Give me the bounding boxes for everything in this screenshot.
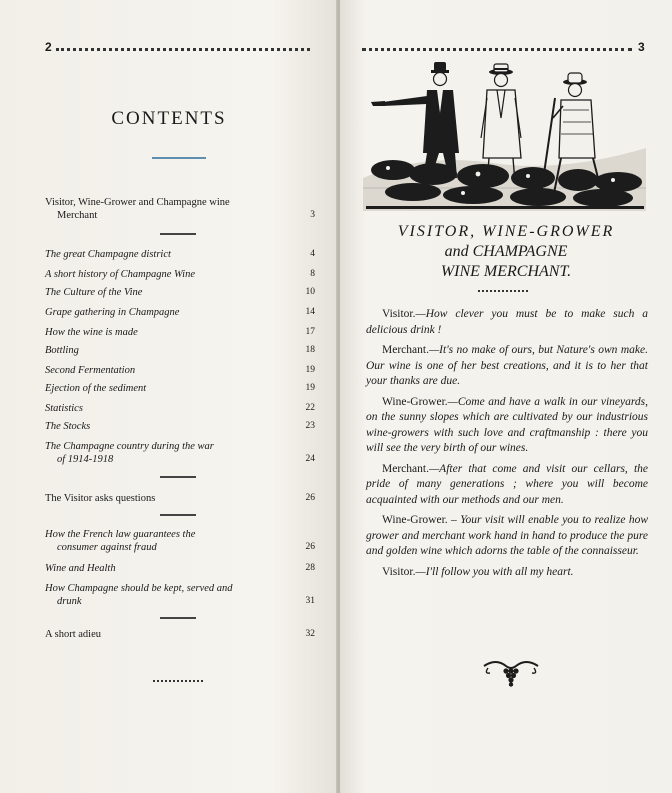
toc-entry (45, 326, 283, 339)
toc-entry-title: The Visitor asks questions (45, 493, 156, 504)
speech: —After that come and visit our cellars, the pride of many generations ; where you will become acquainted with our methods and our men. (366, 462, 648, 506)
toc-page-number: 3 (310, 210, 315, 220)
toc-entry (45, 492, 283, 505)
toc-entry-title-continued: consumer against fraud (57, 542, 157, 553)
toc-page-number: 19 (305, 365, 315, 375)
dialogue-paragraph (366, 395, 648, 457)
toc-entry (45, 528, 283, 554)
title-line-1: VISITOR, WINE-GROWER (397, 223, 615, 240)
toc-entry (45, 440, 283, 466)
speech: —I'll follow you with all my heart. (415, 565, 574, 578)
speaker: Wine-Grower. (382, 395, 448, 408)
toc-entry (45, 628, 283, 641)
contents-title: CONTENTS (111, 108, 227, 129)
toc-entry-title: The Stocks (45, 421, 91, 432)
right-page (340, 0, 672, 793)
right-page-number: 3 (638, 40, 645, 54)
toc-page-number: 22 (305, 403, 315, 413)
toc-entry-title-continued: Merchant (57, 210, 98, 221)
toc-page-number: 4 (310, 249, 315, 259)
dialogue-paragraph (366, 513, 648, 560)
toc-entry-title: Wine and Health (45, 563, 116, 574)
toc-entry (45, 382, 283, 395)
toc-entry-title-continued: of 1914-1918 (57, 454, 114, 465)
toc-entry (45, 268, 283, 281)
title-dotted-rule (478, 290, 528, 292)
toc-entry-title: How Champagne should be kept, served and (45, 583, 233, 594)
toc-entry-title: Ejection of the sediment (45, 383, 147, 394)
toc-page-number: 26 (305, 493, 315, 503)
speaker: Visitor. (382, 308, 416, 320)
toc-page-number: 32 (305, 629, 315, 639)
toc-entry-title: A short adieu (45, 629, 101, 640)
toc-page-number: 26 (305, 542, 315, 552)
speech: —Come and have a walk in our vineyards, on the sunny slopes which are cultivated by our industrious wine-growers with such love and craftmanship : there you will see the very birth of our wines. (366, 395, 648, 454)
toc-entry (45, 364, 283, 377)
toc-entry-title: Visitor, Wine-Grower and Champagne wine (45, 197, 230, 208)
toc-entry (45, 196, 283, 222)
toc-entry-title: The Champagne country during the war (45, 441, 214, 452)
toc-entry-title: How the French law guarantees the (45, 529, 196, 540)
toc-page-number: 19 (305, 383, 315, 393)
toc-page-number: 10 (305, 287, 315, 297)
speaker: Wine-Grower. (382, 514, 448, 526)
toc-entry (45, 402, 283, 415)
title-line-3: WINE MERCHANT. (440, 263, 572, 280)
toc-entry (45, 420, 283, 433)
toc-page-number: 18 (305, 345, 315, 355)
title-line-2: and CHAMPAGNE (444, 243, 568, 260)
toc-page-number: 23 (305, 421, 315, 431)
dialogue-paragraph (366, 565, 648, 581)
toc-entry (45, 306, 283, 319)
toc-entry-title: How the wine is made (45, 327, 138, 338)
dialogue-block (366, 307, 648, 585)
right-header-dotted-rule (362, 48, 632, 51)
toc-entry-title: Statistics (45, 403, 83, 414)
toc-page-number: 24 (305, 454, 315, 464)
right-page-title (340, 222, 672, 282)
left-header-dotted-rule (56, 48, 310, 51)
speech: —How clever you must be to make such a delicious drink ! (366, 308, 648, 336)
dialogue-paragraph (366, 343, 648, 390)
toc-entry (45, 344, 283, 357)
speaker: Merchant. (382, 462, 429, 475)
toc-page-number: 17 (305, 327, 315, 337)
toc-entry-title: Bottling (45, 345, 79, 356)
speech: —It's no make of ours, but Nature's own make. Our wine is one of her best creations, and it is to her that your thanks are due. (366, 344, 648, 387)
toc-page-number: 14 (305, 307, 315, 317)
toc-section-rule (160, 233, 196, 235)
toc-entry (45, 562, 283, 575)
dialogue-paragraph (366, 462, 648, 509)
toc-entry (45, 582, 283, 608)
illustration-baseline (366, 206, 644, 209)
toc-page-number: 28 (305, 563, 315, 573)
toc-page-number: 8 (310, 269, 315, 279)
toc-page-number: 31 (305, 596, 315, 606)
toc-section-rule (160, 476, 196, 478)
toc-entry (45, 248, 283, 261)
left-page-number: 2 (45, 40, 52, 54)
toc-section-rule (160, 617, 196, 619)
toc-entry (45, 286, 283, 299)
toc-section-rule (160, 514, 196, 516)
toc-entry-title-continued: drunk (57, 596, 82, 607)
toc-entry-title: Second Fermentation (45, 365, 136, 376)
speaker: Merchant. (382, 344, 429, 356)
speech: – Your visit will enable you to realize how grower and merchant work hand in hand to produce the pure and golden wine which adorns the table of the connaisseur. (366, 514, 648, 557)
speaker: Visitor. (382, 565, 416, 578)
title-underline (152, 157, 206, 159)
grape-vine-ornament-icon (482, 656, 540, 688)
toc-entry-title: The great Champagne district (45, 249, 171, 260)
vineyard-illustration (363, 58, 646, 211)
dialogue-paragraph (366, 307, 648, 338)
toc-entry-title: A short history of Champagne Wine (45, 269, 196, 280)
toc-entry-title: The Culture of the Vine (45, 287, 143, 298)
toc-end-dotted-rule (153, 680, 203, 682)
toc-entry-title: Grape gathering in Champagne (45, 307, 180, 318)
